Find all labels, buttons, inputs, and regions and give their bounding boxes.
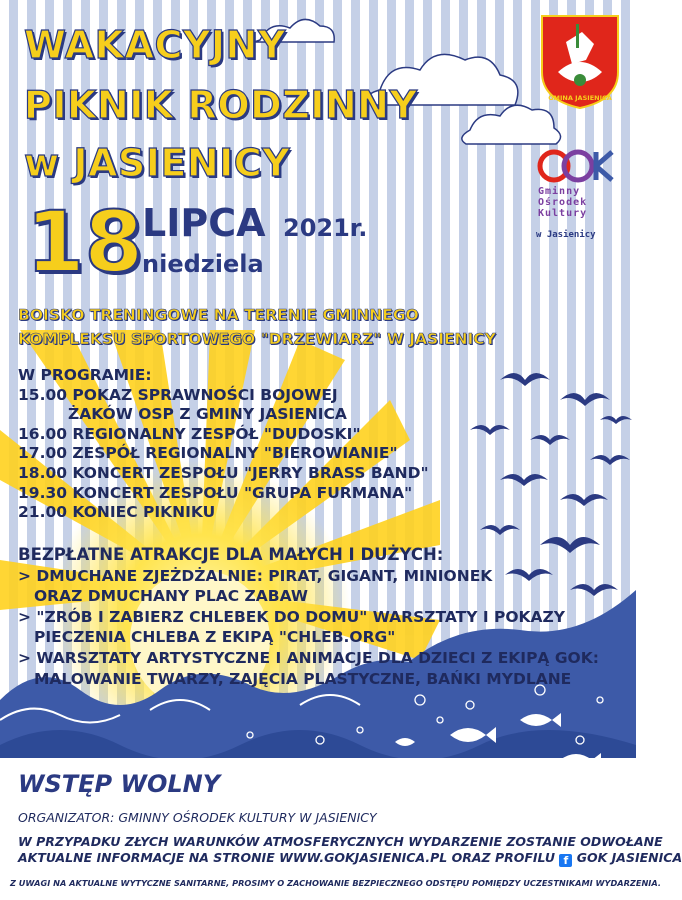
gok-sub: w Jasienicy [536,230,596,240]
venue-line-2: KOMPLEKSU SPORTOWEGO "DRZEWIARZ" W JASIENICY [18,330,496,348]
facebook-icon[interactable]: f [559,854,572,867]
program-list [18,366,429,523]
program-item: 18.00 KONCERT ZESPOŁU "JERRY BRASS BAND" [18,463,429,482]
date-year: 2021r. [283,214,368,242]
program-item: 17.00 ZESPÓŁ REGIONALNY "BIEROWIANIE" [18,444,398,463]
gok-logo [538,146,624,186]
program-item: 16.00 REGIONALNY ZESPÓŁ "DUDOSKI" [18,424,361,443]
venue-line-1: BOISKO TRENINGOWE NA TERENIE GMINNEGO [18,306,419,324]
title-line-3: w JASIENICY [24,141,291,185]
admission-label: WSTĘP WOLNY [18,770,221,798]
gok-name: Gminny Ośrodek Kultury [538,186,588,219]
attraction-line: > DMUCHANE ZJEŻDŻALNIE: PIRAT, GIGANT, MINIONEK [18,566,493,585]
info-block [18,834,682,867]
date-month: LIPCA [142,201,266,245]
title-line-1: WAKACYJNY [24,23,286,67]
program-item: ŻAKÓW OSP Z GMINY JASIENICA [68,405,347,424]
attractions-heading: BEZPŁATNE ATRAKCJE DLA MAŁYCH I DUŻYCH: [18,545,444,564]
date-day: 18 [26,193,143,291]
attraction-line: PIECZENIA CHLEBA Z EKIPĄ "CHLEB.ORG" [34,628,396,647]
attraction-line: > "ZRÓB I ZABIERZ CHLEBEK DO DOMU" WARSZTATY I POKAZY [18,607,566,626]
info-line [18,850,682,867]
attractions-list [18,545,599,689]
attraction-line: MALOWANIE TWARZY, ZAJĘCIA PLASTYCZNE, BAŃKI MYDLANE [34,669,572,688]
title-line-2: PIKNIK RODZINNY [24,83,418,127]
organizer-text: ORGANIZATOR: GMINNY OŚRODEK KULTURY W JASIENICY [18,810,377,825]
attraction-line: ORAZ DMUCHANY PLAC ZABAW [34,587,309,606]
weather-notice: W PRZYPADKU ZŁYCH WARUNKÓW ATMOSFERYCZNYCH WYDARZENIE ZOSTANIE ODWOŁANE [18,834,663,849]
program-item: 15.00 POKAZ SPRAWNOŚCI BOJOWEJ [18,385,338,404]
date-weekday: niedziela [142,250,264,278]
sanitary-note: Z UWAGI NA AKTUALNE WYTYCZNE SANITARNE, PROSIMY O ZACHOWANIE BEZPIECZNEGO ODSTĘPU POMIĘDZY UCZESTNIKAMI WYDARZENIA. [10,878,661,888]
facebook-profile-link[interactable]: GOK JASIENICA [576,850,682,865]
crest-caption: GMINA JASIENICA [548,94,612,102]
gok-logo-icon [538,146,624,186]
attraction-line: > WARSZTATY ARTYSTYCZNE I ANIMACJE DLA DZIECI Z EKIPĄ GOK: [18,648,599,667]
info-prefix: AKTUALNE INFORMACJE NA STRONIE WWW.GOKJASIENICA.PL ORAZ PROFILU [18,850,555,865]
program-heading: W PROGRAMIE: [18,366,152,384]
program-item: 21.00 KONIEC PIKNIKU [18,503,216,522]
program-item: 19.30 KONCERT ZESPOŁU "GRUPA FURMANA" [18,483,413,502]
